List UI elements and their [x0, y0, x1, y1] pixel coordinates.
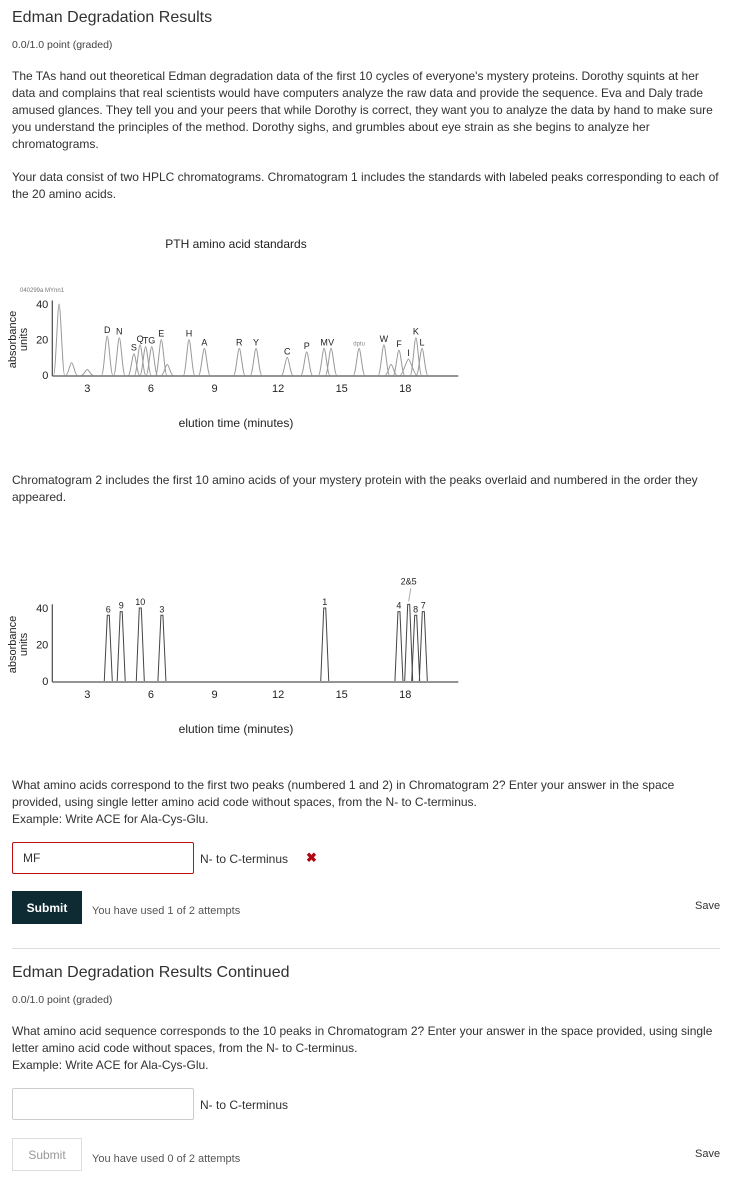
peak	[82, 370, 93, 375]
submit-button-1[interactable]: Submit	[12, 891, 82, 924]
y-tick-label: 0	[42, 676, 49, 688]
question2-prompt: What amino acid sequence corresponds to the 10 peaks in Chromatogram 2? Enter your answer in the space provided, using single letter amino acid code without spaces, from the N- to C-terminus.	[12, 1024, 713, 1055]
peak-label: T	[142, 335, 149, 346]
x-tick-label: 18	[399, 383, 412, 395]
chromatogram-2	[0, 570, 460, 740]
question1-example: Example: Write ACE for Ala-Cys-Glu.	[12, 812, 209, 826]
incorrect-icon: ✖	[306, 850, 317, 865]
x-tick-label: 6	[147, 383, 154, 395]
peak-label: 8	[413, 604, 419, 615]
peak	[354, 348, 365, 375]
peak-label: Y	[253, 337, 260, 348]
answer2-input[interactable]	[12, 1088, 194, 1120]
peak-label: dptu	[353, 341, 365, 348]
peak-label: 7	[420, 600, 426, 611]
question2-example: Example: Write ACE for Ala-Cys-Glu.	[12, 1058, 209, 1072]
peak-label: G	[148, 335, 156, 346]
peak-label: L	[419, 337, 425, 348]
peak	[395, 612, 403, 681]
x-tick-label: 18	[399, 689, 412, 701]
peak	[104, 615, 112, 681]
y-tick-label: 40	[36, 299, 49, 311]
x-tick-label: 3	[84, 689, 91, 701]
peak	[400, 359, 416, 375]
peak-label: D	[103, 324, 111, 335]
peak	[117, 612, 125, 681]
chromatogram2-paragraph: Chromatogram 2 includes the first 10 amino acids of your mystery protein with the peaks overlaid and numbered in the order they appeared.	[12, 473, 698, 504]
peak-label: Q	[136, 333, 144, 344]
question1-points: 0.0/1.0 point (graded)	[12, 39, 113, 51]
peak-label: W	[379, 333, 389, 344]
chart-stamp: 040299a MYnn1	[20, 288, 65, 294]
peak-label: V	[328, 337, 335, 348]
peak	[114, 338, 125, 375]
answer2-suffix: N- to C-terminus	[200, 1098, 289, 1112]
peak	[158, 615, 166, 681]
peak-label: H	[185, 328, 193, 339]
peak	[321, 608, 329, 681]
question2-points: 0.0/1.0 point (graded)	[12, 994, 113, 1006]
peak	[412, 615, 420, 681]
peak	[162, 364, 173, 375]
peak-label: C	[283, 346, 291, 357]
attempts-text-2: You have used 0 of 2 attempts	[92, 1153, 241, 1165]
peak	[184, 340, 195, 376]
peak-label: F	[396, 339, 402, 350]
divider	[12, 948, 720, 949]
answer1-suffix: N- to C-terminus	[200, 852, 289, 866]
save-button-1[interactable]: Save	[695, 900, 721, 912]
x-tick-label: 15	[335, 383, 348, 395]
peak-label: 3	[159, 604, 165, 615]
peak-label: E	[158, 328, 165, 339]
y-tick-label: 0	[42, 370, 49, 382]
peak-label: P	[303, 340, 310, 351]
peak-label: M	[320, 337, 328, 348]
question1-title: Edman Degradation Results	[12, 9, 213, 26]
label-leader	[409, 588, 411, 601]
data-paragraph: Your data consist of two HPLC chromatograms. Chromatogram 1 includes the standards with labeled peaks corresponding to each of the 20 amino acids.	[12, 170, 719, 201]
attempts-text-1: You have used 1 of 2 attempts	[92, 905, 241, 917]
y-tick-label: 20	[36, 639, 49, 652]
peak-label: S	[130, 342, 137, 353]
peak	[282, 357, 293, 375]
peak	[326, 348, 337, 375]
x-tick-label: 9	[211, 383, 218, 395]
peak-label: 4	[396, 600, 402, 611]
peak	[301, 352, 312, 375]
peak-label: A	[201, 337, 208, 348]
peak	[66, 363, 77, 375]
x-axis-label: elution time (minutes)	[178, 722, 294, 736]
peak	[251, 348, 262, 375]
peak	[419, 612, 427, 681]
chart-title: PTH amino acid standards	[165, 237, 307, 251]
peak-label: 2&5	[400, 576, 417, 587]
intro-paragraph: The TAs hand out theoretical Edman degradation data of the first 10 cycles of everyone's mystery proteins. Dorothy squints at her data and complains that real scientists would have computers analyze the raw data and provide the sequence. Eva and Daly trade amused glances. They tell you and your peers that while Dorothy is correct, they want you to analyze the data by hand to make sure you understand the principles of the method. Dorothy sighs, and grumbles about eye strain as she begins to analyze her chromatograms.	[12, 69, 713, 151]
peak-label: R	[236, 337, 243, 348]
y-tick-label: 40	[36, 603, 49, 615]
y-tick-label: 20	[36, 334, 49, 347]
x-tick-label: 3	[84, 383, 91, 395]
x-tick-label: 12	[271, 383, 285, 395]
question1-prompt: What amino acids correspond to the first two peaks (numbered 1 and 2) in Chromatogram 2? Enter your answer in the space provided, using single letter amino acid code without spaces, from the N- to C-terminus.	[12, 778, 675, 809]
peak-label: K	[412, 326, 419, 337]
peak	[234, 348, 245, 375]
peak	[405, 604, 413, 681]
question2-title: Edman Degradation Results Continued	[12, 964, 290, 981]
peak	[319, 348, 330, 375]
y-axis-label: absorbanceunits	[7, 615, 30, 674]
x-tick-label: 15	[335, 689, 348, 701]
x-tick-label: 6	[147, 689, 154, 701]
peak	[136, 608, 144, 681]
peak-label: N	[116, 326, 123, 337]
save-button-2[interactable]: Save	[695, 1148, 721, 1160]
peak-label: 9	[118, 600, 124, 611]
peak-label: 10	[135, 597, 146, 607]
chromatogram-1	[0, 230, 460, 430]
answer1-input[interactable]	[12, 842, 194, 874]
x-tick-label: 9	[211, 689, 218, 701]
peak-label: 1	[322, 597, 328, 607]
peak	[102, 336, 113, 375]
peak-label: I	[407, 348, 410, 359]
peak-label: 6	[105, 604, 111, 615]
x-tick-label: 12	[271, 689, 285, 701]
submit-button-2[interactable]: Submit	[12, 1138, 82, 1171]
peak	[54, 304, 65, 375]
peak	[199, 348, 210, 375]
y-axis-label: absorbanceunits	[7, 310, 30, 369]
x-axis-label: elution time (minutes)	[178, 416, 294, 430]
